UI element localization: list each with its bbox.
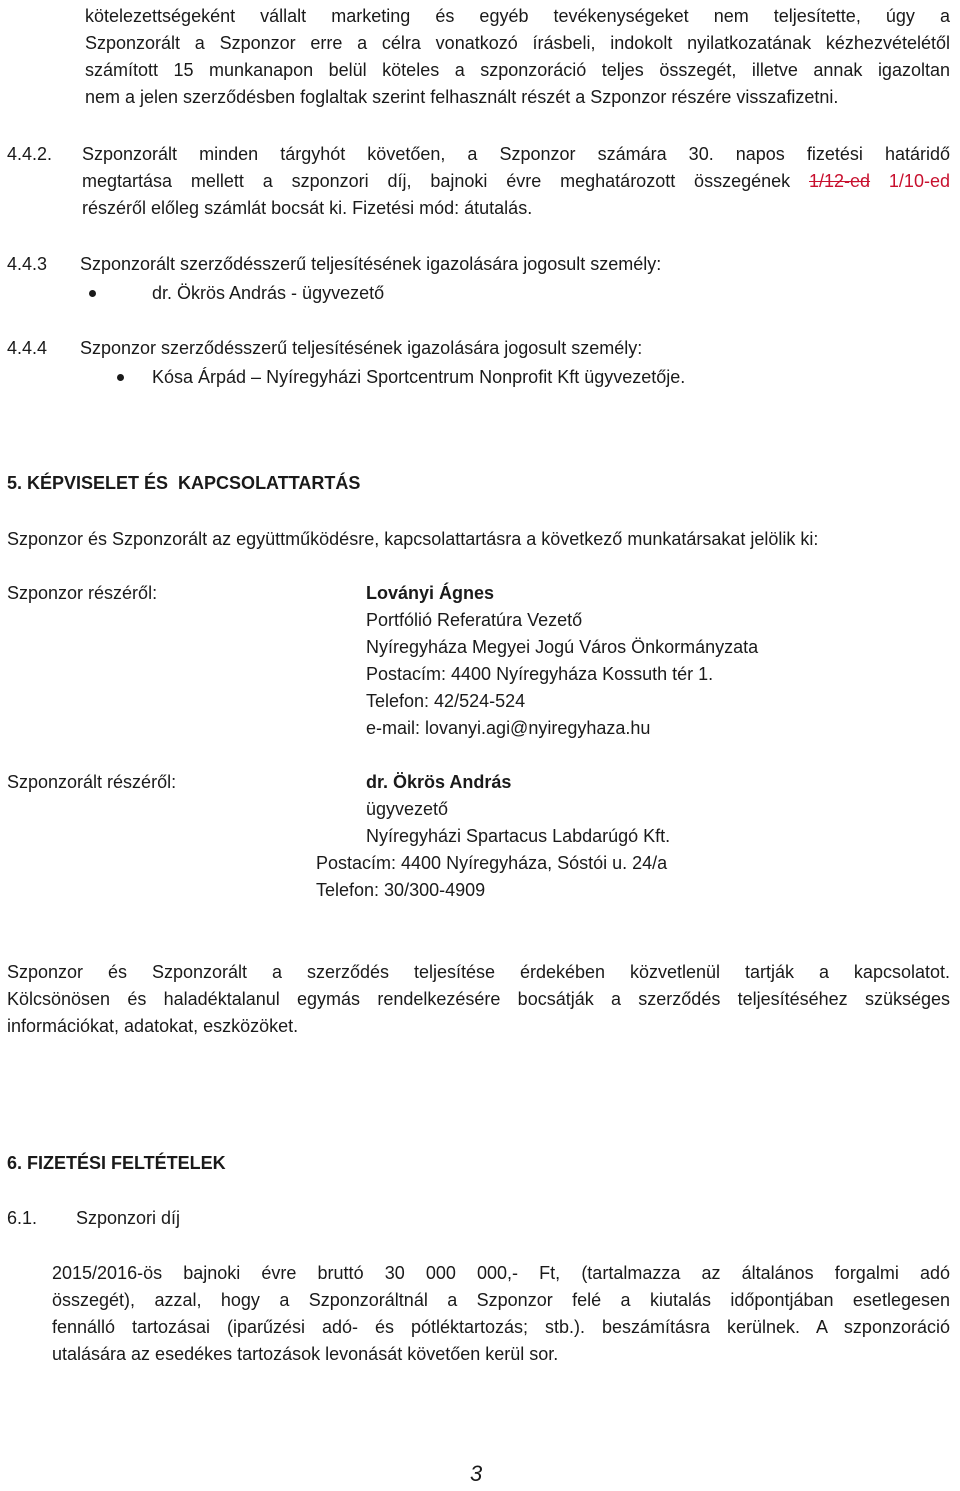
bullet-icon — [89, 290, 96, 297]
sponsored-label: Szponzorált részéről: — [7, 772, 177, 792]
s442-line-2 — [82, 168, 950, 195]
sponsor-contact — [366, 580, 758, 742]
sponsored-contact-role: ügyvezető — [366, 799, 449, 819]
closing-line: Szponzor és Szponzorált a szerződés teljesítése érdekében közvetlenül tartják a kapcsolatot. — [7, 962, 950, 982]
sponsor-contact-address: Postacím: 4400 Nyíregyháza Kossuth tér 1. — [366, 664, 714, 684]
intro-line: Szponzorált a Szponzor erre a célra vonatkozó írásbeli, indokolt nyilatkozatának kézhezvételétől — [85, 33, 950, 53]
section-4-4-3-text: Szponzorált szerződésszerű teljesítésének igazolására jogosult személy: — [80, 254, 662, 274]
bullet-icon — [117, 374, 124, 381]
deleted-fraction: 1/12-ed — [809, 171, 871, 191]
section-6-1-title: Szponzori díj — [76, 1208, 181, 1228]
sponsored-contact-name: dr. Ökrös András — [366, 772, 512, 792]
s442-line-2-text: megtartása mellett a szponzori díj, bajnoki évre meghatározott összegének — [82, 171, 791, 191]
s443-bullet-text: dr. Ökrös András - ügyvezető — [152, 283, 385, 303]
section-4-4-4-text: Szponzor szerződésszerű teljesítésének igazolására jogosult személy: — [80, 338, 643, 358]
section-6-1-body — [52, 1260, 950, 1368]
section-number-4-4-3: 4.4.3 — [7, 254, 48, 274]
section-4-4-2-text — [82, 141, 950, 222]
sponsored-contact-phone: Telefon: 30/300-4909 — [316, 880, 486, 900]
section-5-intro: Szponzor és Szponzorált az együttműködésre, kapcsolattartásra a következő munkatársakat jelölik ki: — [7, 529, 819, 549]
sponsored-contact-address: Postacím: 4400 Nyíregyháza, Sóstói u. 24/a — [316, 853, 668, 873]
body-line: összegét), azzal, hogy a Szponzoráltnál a Szponzor felé a kiutalás időpontjában esetlegesen — [52, 1290, 950, 1310]
sponsor-contact-email: e-mail: lovanyi.agi@nyiregyhaza.hu — [366, 718, 651, 738]
intro-paragraph — [85, 3, 950, 111]
body-line: 2015/2016-ös bajnoki évre bruttó 30 000 000,- Ft, (tartalmazza az általános forgalmi adó — [52, 1263, 950, 1283]
sponsor-contact-phone: Telefon: 42/524-524 — [366, 691, 526, 711]
intro-line: kötelezettségeként vállalt marketing és egyéb tevékenységeket nem teljesítette, úgy a — [85, 6, 950, 26]
inserted-fraction: 1/10-ed — [888, 171, 950, 191]
sponsored-contact-org: Nyíregyházi Spartacus Labdarúgó Kft. — [366, 826, 671, 846]
section-5-closing — [7, 959, 950, 1040]
body-line: utalására az esedékes tartozások levonását követően kerül sor. — [52, 1344, 559, 1364]
s442-line-3: részéről előleg számlát bocsát ki. Fizetési mód: átutalás. — [82, 198, 533, 218]
section-number-6-1: 6.1. — [7, 1208, 38, 1228]
sponsor-label: Szponzor részéről: — [7, 583, 158, 603]
section-number-4-4-2: 4.4.2. — [7, 144, 53, 164]
section-5-heading: 5. KÉPVISELET ÉS KAPCSOLATTARTÁS — [7, 473, 361, 493]
section-number-4-4-4: 4.4.4 — [7, 338, 48, 358]
intro-line: számított 15 munkanapon belül köteles a szponzoráció teljes összegét, illetve annak igazoltan — [85, 60, 950, 80]
intro-line: nem a jelen szerződésben foglaltak szerint felhasznált részét a Szponzor részére visszafizetni. — [85, 87, 839, 107]
sponsor-contact-name: Loványi Ágnes — [366, 583, 495, 603]
s444-bullet-text: Kósa Árpád – Nyíregyházi Sportcentrum Nonprofit Kft ügyvezetője. — [152, 367, 686, 387]
closing-line: információkat, adatokat, eszközöket. — [7, 1016, 299, 1036]
s442-line-1: Szponzorált minden tárgyhót követően, a Szponzor számára 30. napos fizetési határidő — [82, 144, 950, 164]
closing-line: Kölcsönösen és haladéktalanul egymás rendelkezésére bocsátják a szerződés teljesítéséhez szükséges — [7, 989, 950, 1009]
page-number: 3 — [470, 1461, 483, 1486]
sponsor-contact-org: Nyíregyháza Megyei Jogú Város Önkormányzata — [366, 637, 759, 657]
sponsor-contact-role: Portfólió Referatúra Vezető — [366, 610, 583, 630]
section-6-heading: 6. FIZETÉSI FELTÉTELEK — [7, 1153, 226, 1173]
body-line: fennálló tartozásai (iparűzési adó- és pótléktartozás; stb.). beszámításra kerülnek. A szponzoráció — [52, 1317, 950, 1337]
